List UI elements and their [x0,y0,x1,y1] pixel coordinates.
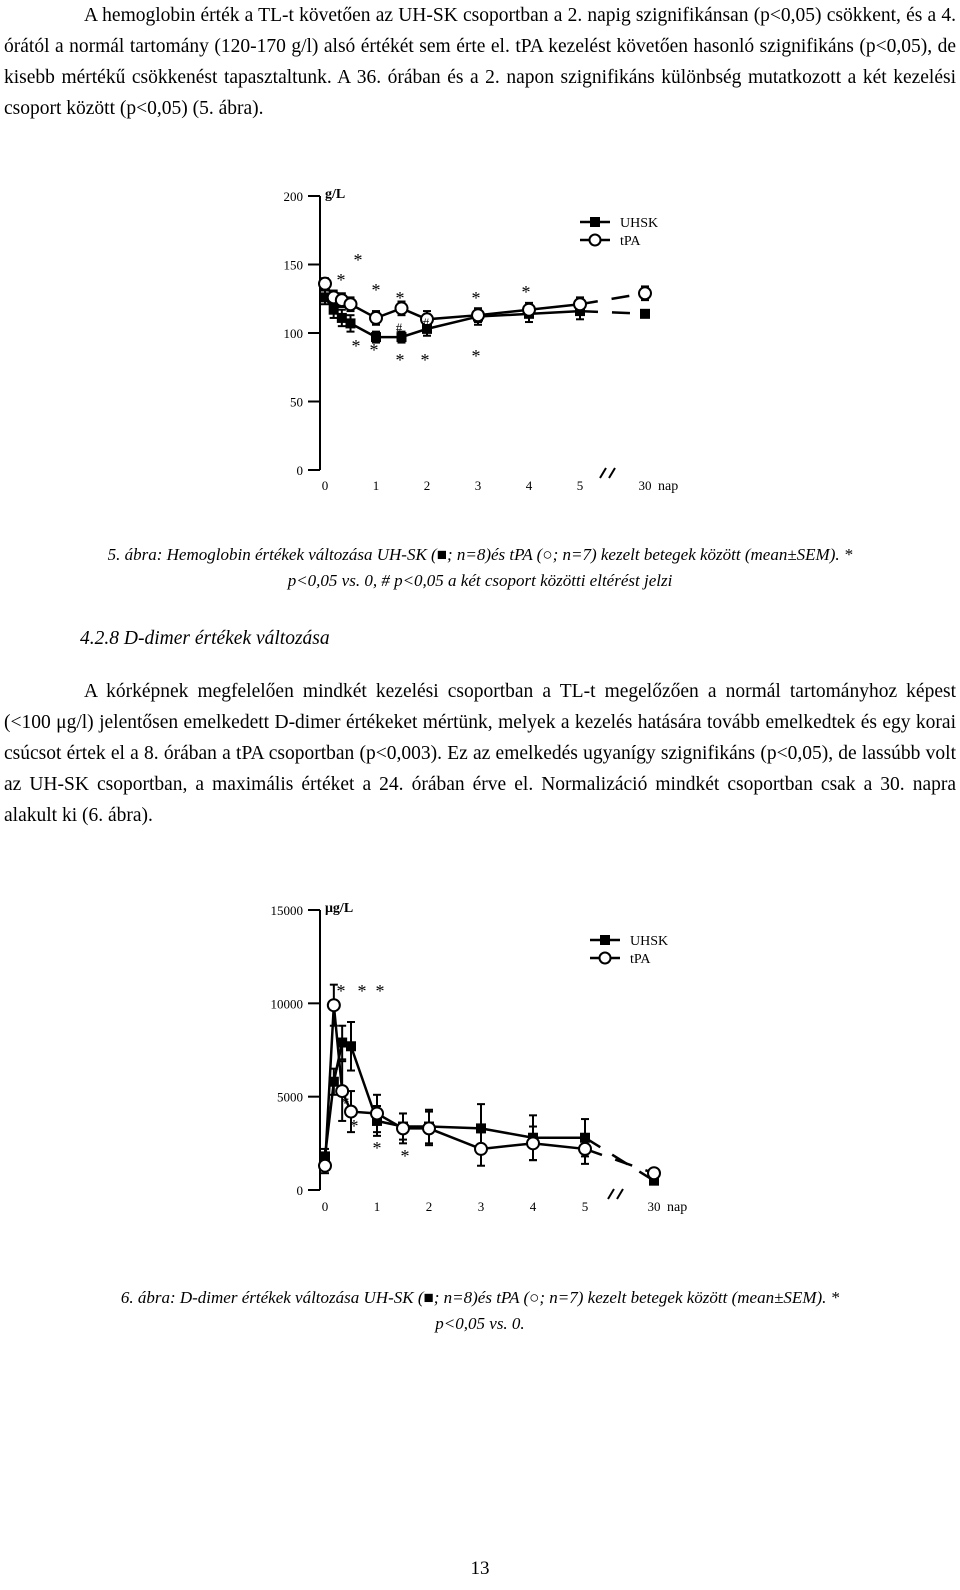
paragraph-ddimer: A kórképnek megfelelően mindkét kezelési csoportban a TL-t megelőzően a normál tartományhoz képest (<100 μg/l) jelentősen emelkedett D-dimer értékeket mértünk, melyek a kezelés hatására tovább emelkedtek és egy korai csúcsot értek el a 8. órában a tPA csoportban (p<0,003). Ez az emelkedés ugyanígy szignifikáns (p<0,05), de lassúbb volt az UH-SK csoportban, a maximális értéket a 24. órában érve el. Normalizáció mindkét csoportban csak a 30. napra alakult ki (6. ábra). [4,681,956,826]
x-tick-label: 5 [581,1199,589,1214]
x-tick-label: 2 [423,478,431,493]
data-point-tPA [397,1122,409,1134]
data-point-tPA [523,304,535,316]
x-tick-label: 1 [373,1199,381,1214]
significance-star: * [349,1116,359,1136]
series-line-break-UHSK [585,1138,654,1181]
data-point-UHSK [346,318,356,328]
data-point-tPA [371,1107,383,1119]
axis-break-mark [617,1189,623,1199]
x-tick-label: 2 [425,1199,433,1214]
significance-star: * [521,282,531,302]
figure5-caption [0,542,960,594]
data-point-tPA [319,1160,331,1172]
legend-marker-circle [590,235,601,246]
x-tick-label: 30 [647,1199,661,1214]
y-unit-label: g/L [325,187,346,202]
x-tick-label: 4 [529,1199,537,1214]
y-tick-label: 10000 [270,996,303,1012]
data-point-tPA [475,1143,487,1155]
significance-star: * [395,288,405,308]
significance-star: * [471,288,481,308]
y-tick-label: 200 [283,189,303,204]
legend-marker-square [590,217,600,227]
significance-star: * [420,350,430,370]
significance-star: * [357,981,367,1001]
significance-star: * [369,340,379,360]
x-tick-label: 0 [321,1199,329,1214]
x-tick-label: 0 [321,478,329,493]
y-tick-label: 100 [283,326,303,341]
data-point-tPA [328,999,340,1011]
data-point-tPA [345,298,357,310]
x-tick-label: 4 [525,478,533,493]
legend-marker-square [600,935,610,945]
figure6-caption [0,1285,960,1337]
legend-label: UHSK [620,216,659,231]
figure6-caption-line2: p<0,05 vs. 0. [435,1314,525,1333]
axis-break-mark [608,1189,614,1199]
x-tick-label: 3 [477,1199,485,1214]
legend-label: tPA [630,952,651,967]
significance-star: * [351,336,361,356]
data-point-tPA [319,278,331,290]
significance-star: * [395,350,405,370]
significance-star: * [353,250,363,270]
paragraph-hemoglobin: A hemoglobin érték a TL-t követően az UH-SK csoportban a 2. napig szignifikánsan (p<0,05) csökkent, és a 4. órától a normál tartomány (120-170 g/l) alsó értékét sem érte el. tPA kezelést követően hasonló szignifikáns (p<0,05), de kisebb mértékű csökkenést tapasztaltunk. A 36. órában és a 2. napon szignifikáns különbség mutatkozott a két kezelési csoport között (p<0,05) (5. ábra). [4,5,956,119]
y-tick-label: 0 [296,463,303,478]
significance-star: * [471,346,481,366]
series-line-break-tPA [585,1149,654,1173]
significance-star: * [375,981,385,1001]
data-point-tPA [639,287,651,299]
ddimer-chart [0,890,960,1230]
data-point-tPA [527,1137,539,1149]
significance-star: * [400,1146,410,1166]
group-difference-hash: # [422,315,430,330]
significance-star: * [371,280,381,300]
x-tick-label: 5 [576,478,584,493]
y-tick-label: 5000 [277,1089,303,1105]
figure5-caption-line1: 5. ábra: Hemoglobin értékek változása UH-SK (■; n=8)és tPA (○; n=7) kezelt betegek között (mean±SEM). * [107,545,853,564]
x-tick-label: 1 [372,478,380,493]
data-point-tPA [423,1122,435,1134]
y-tick-label: 50 [290,394,303,410]
data-point-tPA [574,298,586,310]
section-heading: 4.2.8 D-dimer értékek változása [80,628,330,649]
x-unit-label: nap [667,1200,688,1215]
significance-star: * [372,1138,382,1158]
series-line-break-tPA [580,293,645,304]
legend-marker-circle [600,953,611,964]
significance-star: * [336,270,346,290]
page-number: 13 [470,1558,490,1579]
legend-label: UHSK [630,934,669,949]
data-point-tPA [648,1167,660,1179]
data-point-UHSK [337,313,347,323]
figure6-caption-line1: 6. ábra: D-dimer értékek változása UH-SK (■; n=8)és tPA (○; n=7) kezelt betegek között (mean±SEM). * [120,1288,840,1307]
figure5-caption-line2: p<0,05 vs. 0, # p<0,05 a két csoport közötti eltérést jelzi [287,571,673,590]
group-difference-hash: # [395,320,403,335]
legend-label: tPA [620,234,641,249]
x-tick-label: 3 [474,478,482,493]
y-unit-label: μg/L [325,901,354,916]
significance-star: * [340,1093,350,1113]
significance-star: * [336,981,346,1001]
hemoglobin-chart [0,170,960,510]
x-tick-label: 30 [638,478,652,493]
data-point-tPA [472,309,484,321]
data-point-UHSK [640,309,650,319]
axis-break-mark [609,468,615,478]
data-point-tPA [370,312,382,324]
axis-break-mark [600,468,606,478]
data-point-UHSK [346,1041,356,1051]
series-line-break-UHSK [580,311,645,314]
y-tick-label: 150 [283,257,303,273]
data-point-tPA [579,1143,591,1155]
x-unit-label: nap [658,479,679,494]
y-tick-label: 15000 [270,903,303,918]
y-tick-label: 0 [296,1183,303,1198]
